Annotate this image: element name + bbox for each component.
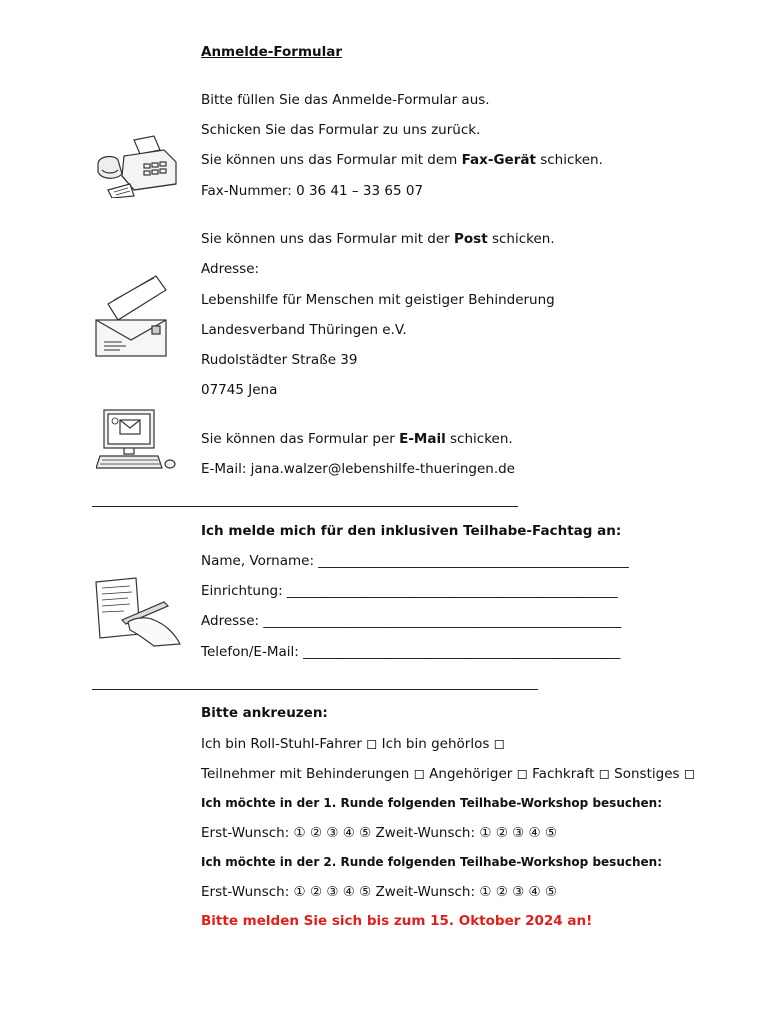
address-line-2: Landesverband Thüringen e.V. <box>201 322 407 338</box>
email-address: E-Mail: jana.walzer@lebenshilfe-thueringen.de <box>201 461 515 477</box>
separator-line <box>92 689 538 690</box>
address-line-4: 07745 Jena <box>201 382 278 398</box>
post-instruction-pre: Sie können uns das Formular mit der <box>201 231 455 247</box>
checkbox-line-2[interactable]: Teilnehmer mit Behinderungen ◻ Angehöriger ◻ Fachkraft ◻ Sonstiges ◻ <box>201 766 696 782</box>
fax-instruction-pre: Sie können uns das Formular mit dem <box>201 152 462 168</box>
address-label: Adresse: <box>201 261 260 277</box>
address-line-1: Lebenshilfe für Menschen mit geistiger Behinderung <box>201 292 555 308</box>
fax-keyword: Fax-Gerät <box>461 152 536 168</box>
envelope-icon <box>94 274 174 360</box>
email-instruction-pre: Sie können das Formular per <box>201 431 400 447</box>
address-field[interactable]: Adresse: _____________________________________________________ <box>201 613 622 629</box>
writing-hand-icon <box>94 576 182 648</box>
separator-line <box>92 506 518 507</box>
name-field[interactable]: Name, Vorname: ______________________________________________ <box>201 553 629 569</box>
fax-instruction <box>201 151 603 169</box>
phone-email-field[interactable]: Telefon/E-Mail: _______________________________________________ <box>201 644 621 660</box>
email-keyword: E-Mail <box>399 431 446 447</box>
email-instruction <box>201 430 513 448</box>
workshop-round-1-choices[interactable]: Erst-Wunsch: ① ② ③ ④ ⑤ Zweit-Wunsch: ① ② ③ ④ ⑤ <box>201 825 558 841</box>
computer-email-icon <box>96 408 178 472</box>
institution-field[interactable]: Einrichtung: _________________________________________________ <box>201 583 618 599</box>
registration-heading: Ich melde mich für den inklusiven Teilhabe-Fachtag an: <box>201 523 622 539</box>
fax-number: Fax-Nummer: 0 36 41 – 33 65 07 <box>201 183 424 199</box>
checkbox-line-1[interactable]: Ich bin Roll-Stuhl-Fahrer ◻ Ich bin gehörlos ◻ <box>201 736 505 752</box>
checkbox-heading: Bitte ankreuzen: <box>201 705 328 721</box>
page-title: Anmelde-Formular <box>201 44 343 60</box>
post-keyword: Post <box>454 231 488 247</box>
address-line-3: Rudolstädter Straße 39 <box>201 352 358 368</box>
post-instruction <box>201 230 555 248</box>
workshop-round-2-choices[interactable]: Erst-Wunsch: ① ② ③ ④ ⑤ Zweit-Wunsch: ① ② ③ ④ ⑤ <box>201 884 558 900</box>
post-instruction-post: schicken. <box>487 231 555 247</box>
intro-line-2: Schicken Sie das Formular zu uns zurück. <box>201 122 481 138</box>
deadline-notice: Bitte melden Sie sich bis zum 15. Oktober 2024 an! <box>201 913 593 929</box>
intro-line-1: Bitte füllen Sie das Anmelde-Formular aus. <box>201 92 490 108</box>
email-instruction-post: schicken. <box>445 431 513 447</box>
fax-instruction-post: schicken. <box>535 152 603 168</box>
fax-machine-icon <box>94 134 180 198</box>
workshop-round-2-heading: Ich möchte in der 2. Runde folgenden Teilhabe-Workshop besuchen: <box>201 855 662 869</box>
workshop-round-1-heading: Ich möchte in der 1. Runde folgenden Teilhabe-Workshop besuchen: <box>201 796 662 810</box>
